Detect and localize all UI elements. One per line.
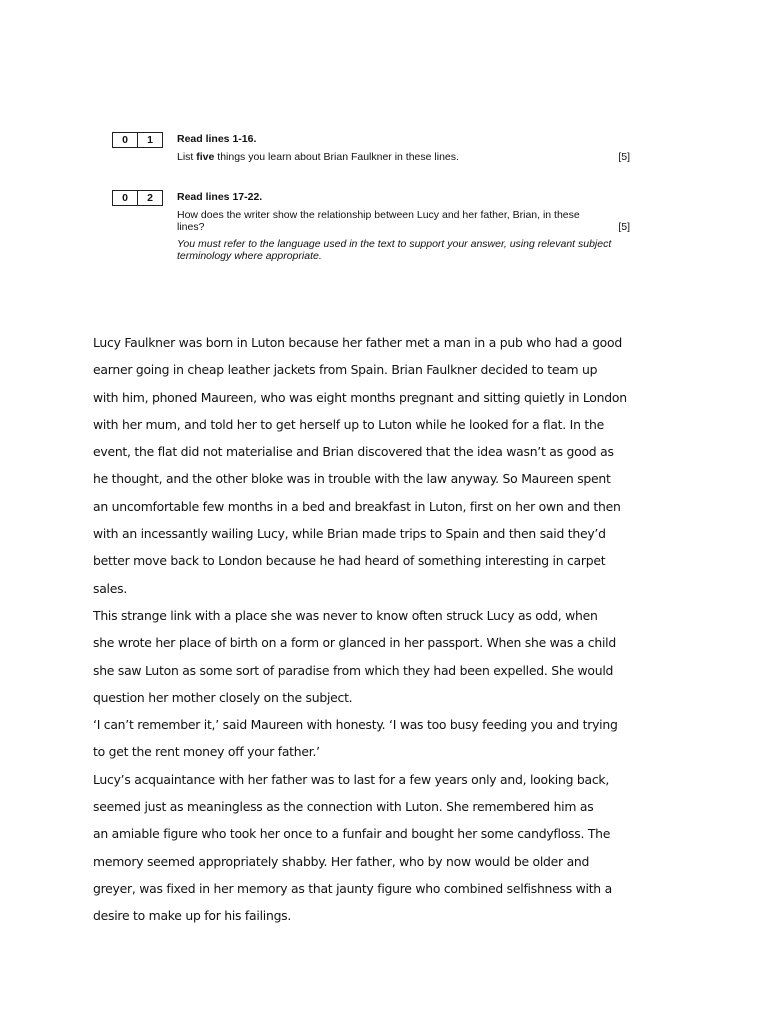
question-text <box>177 209 632 233</box>
question-body <box>177 133 632 163</box>
question-body <box>177 191 632 262</box>
question-text <box>177 151 632 163</box>
question-marks: [5] <box>618 151 630 163</box>
question-text-part: things you learn about Brian Faulkner in these lines. <box>214 151 459 163</box>
passage-line: an amiable figure who took her once to a funfair and bought her some candyfloss. The <box>93 826 611 842</box>
question-instruction: You must refer to the language used in the text to support your answer, using relevant subject terminology where appropriate. <box>177 238 612 262</box>
passage-line: he thought, and the other bloke was in trouble with the law anyway. So Maureen spent <box>93 471 611 487</box>
exam-questions <box>112 131 634 262</box>
passage-line: sales. <box>93 580 128 596</box>
passage-line: greyer, was fixed in her memory as that jaunty figure who combined selfishness with a <box>93 880 612 896</box>
passage-line: desire to make up for his failings. <box>93 908 292 924</box>
question-heading: Read lines 1-16. <box>177 133 257 145</box>
passage-line: This strange link with a place she was never to know often struck Lucy as odd, when <box>93 607 598 623</box>
question-digit: 1 <box>137 133 162 147</box>
question-02 <box>112 189 634 262</box>
passage-line: to get the rent money off your father.’ <box>93 744 320 760</box>
question-text-part: List <box>177 151 197 163</box>
question-text-part: How does the writer show the relationship between Lucy and her father, Brian, in these lines? <box>177 209 580 233</box>
passage-line: she wrote her place of birth on a form or glanced in her passport. When she was a child <box>93 635 616 651</box>
passage-line: she saw Luton as some sort of paradise from which they had been expelled. She would <box>93 662 614 678</box>
passage-line: memory seemed appropriately shabby. Her father, who by now would be older and <box>93 853 590 869</box>
passage-line: ‘I can’t remember it,’ said Maureen with honesty. ‘I was too busy feeding you and trying <box>93 717 618 733</box>
passage-line: an uncomfortable few months in a bed and breakfast in Luton, first on her own and then <box>93 498 621 514</box>
question-digit: 0 <box>122 134 128 146</box>
passage-line: question her mother closely on the subject. <box>93 689 353 705</box>
passage-line: Lucy’s acquaintance with her father was to last for a few years only and, looking back, <box>93 771 610 787</box>
question-number-box <box>112 190 163 206</box>
passage-line: event, the flat did not materialise and Brian discovered that the idea wasn’t as good as <box>93 444 614 460</box>
passage-line: earner going in cheap leather jackets from Spain. Brian Faulkner decided to team up <box>93 362 598 378</box>
question-number-box <box>112 132 163 148</box>
passage-line: with her mum, and told her to get herself up to Luton while he looked for a flat. In the <box>93 416 604 432</box>
passage-line: with him, phoned Maureen, who was eight months pregnant and sitting quietly in London <box>93 389 627 405</box>
extract-passage <box>93 329 653 930</box>
question-digit: 2 <box>137 191 162 205</box>
question-heading: Read lines 17-22. <box>177 191 263 203</box>
question-text-emphasis: five <box>196 151 215 163</box>
passage-line: better move back to London because he had heard of something interesting in carpet <box>93 553 606 569</box>
question-marks: [5] <box>618 221 630 233</box>
question-01 <box>112 131 634 189</box>
passage-line: Lucy Faulkner was born in Luton because her father met a man in a pub who had a good <box>93 335 622 350</box>
passage-line: with an incessantly wailing Lucy, while Brian made trips to Spain and then said they’d <box>93 526 606 542</box>
passage-line: seemed just as meaningless as the connection with Luton. She remembered him as <box>93 799 594 815</box>
question-digit: 0 <box>122 192 128 204</box>
